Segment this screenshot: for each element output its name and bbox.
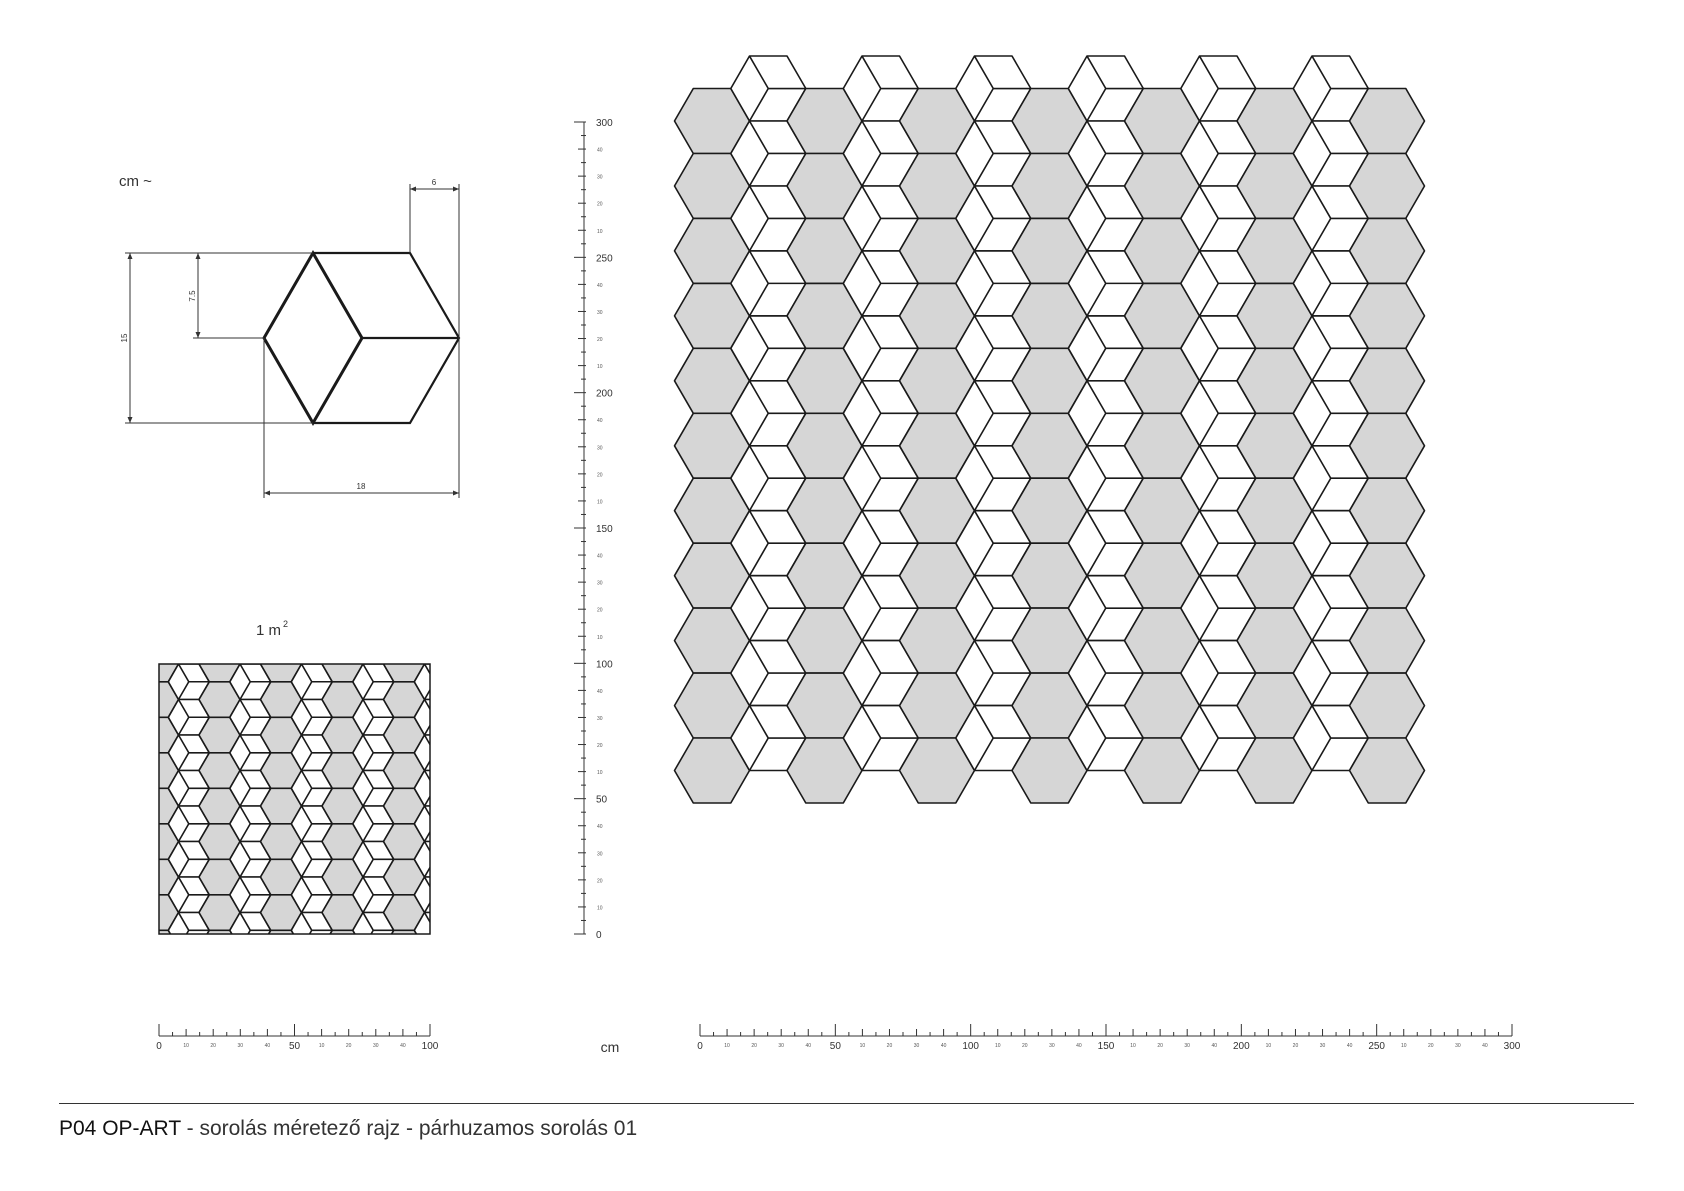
ruler-minor-label: 10 [597, 228, 603, 235]
grey-hexagon-tile [445, 788, 486, 824]
ruler-minor-label: 10 [597, 634, 603, 641]
grey-hexagon-tile [138, 930, 179, 966]
grey-hexagon-tile [445, 930, 486, 966]
ruler-minor-label: 20 [597, 743, 603, 750]
cube-tile-edges [486, 628, 517, 664]
ruler-major-label: 100 [596, 659, 613, 671]
ruler-minor-label: 30 [597, 174, 603, 181]
ruler-minor-label: 20 [597, 607, 603, 614]
horizontal-ruler-small [156, 1024, 439, 1052]
grey-hexagon-tile [445, 859, 486, 895]
ruler-minor-label: 30 [373, 1043, 379, 1049]
cube-tile [476, 913, 517, 949]
grey-hexagon-tile [445, 824, 486, 860]
tile-left-rhombus [264, 253, 362, 423]
ruler-minor-label: 10 [318, 1043, 325, 1049]
main-pattern [675, 56, 1425, 803]
dim-top-label: 6 [431, 178, 437, 187]
cube-tile [168, 629, 209, 665]
ruler-minor-label: 20 [210, 1043, 216, 1049]
grey-hexagon-tile [445, 717, 486, 753]
dim-inner-height-label: 7.5 [188, 290, 197, 302]
vertical-ruler [574, 118, 613, 941]
cube-tile [476, 735, 517, 771]
ruler-major-label: 100 [962, 1041, 980, 1052]
ruler-unit-label: cm [600, 1039, 620, 1055]
grey-hexagon-tile [261, 930, 302, 966]
cube-tile [476, 700, 517, 736]
dimension-arrows [128, 187, 460, 496]
ruler-minor-label: 40 [1211, 1043, 1218, 1049]
grey-hexagon-tile [445, 682, 486, 718]
ruler-minor-label: 30 [237, 1043, 244, 1049]
footer-divider [59, 1103, 1634, 1104]
ruler-minor-label: 40 [400, 1043, 406, 1049]
horizontal-ruler-large [697, 1024, 1521, 1052]
cube-tile-edges [486, 735, 517, 771]
tile-shape [264, 253, 459, 423]
ruler-minor-label: 30 [778, 1043, 784, 1049]
ruler-minor-label: 10 [597, 364, 603, 371]
ruler-minor-label: 30 [597, 580, 603, 587]
ruler-minor-label: 40 [597, 688, 603, 695]
ruler-minor-label: 30 [1184, 1043, 1190, 1049]
ruler-major-label: 250 [1368, 1041, 1386, 1052]
grey-hexagon-tile [445, 753, 486, 789]
cube-tile-edges [486, 877, 517, 913]
ruler-minor-label: 20 [597, 472, 603, 479]
dim-width-label: 18 [356, 482, 366, 491]
ruler-minor-label: 10 [597, 770, 603, 777]
ruler-minor-label: 40 [597, 147, 603, 154]
ruler-minor-label: 40 [940, 1043, 947, 1049]
cube-tile-edges [302, 628, 333, 664]
ruler-major-label: 150 [596, 524, 613, 535]
grey-hexagon-tile [445, 895, 486, 931]
cube-tile-edges [425, 628, 456, 664]
cube-tile-edges [486, 664, 517, 700]
cube-tile [476, 664, 517, 700]
cube-tile-edges [486, 913, 517, 949]
ruler-minor-label: 20 [1022, 1043, 1028, 1049]
ruler-minor-label: 10 [994, 1043, 1001, 1049]
ruler-minor-label: 30 [597, 851, 603, 858]
cube-tile [291, 629, 332, 665]
cube-tile-edges [486, 842, 517, 878]
ruler-minor-label: 20 [1428, 1043, 1434, 1049]
ruler-major-label: 200 [596, 388, 613, 400]
ruler-minor-label: 10 [1400, 1043, 1407, 1049]
dim-height-label: 15 [120, 333, 129, 343]
ruler-minor-label: 40 [264, 1043, 271, 1049]
ruler-minor-label: 10 [1130, 1043, 1136, 1049]
unit-label: cm ~ [119, 173, 152, 190]
ruler-minor-label: 30 [597, 309, 603, 316]
ruler-major-label: 50 [288, 1041, 301, 1052]
ruler-minor-label: 20 [597, 878, 603, 885]
ruler-major-label: 0 [596, 930, 602, 941]
ruler-minor-label: 10 [1265, 1043, 1272, 1049]
ruler-minor-label: 10 [597, 905, 603, 912]
footer-description: - sorolás méretező rajz - párhuzamos sorolás 01 [180, 1117, 638, 1140]
ruler-minor-label: 20 [1292, 1043, 1299, 1049]
ruler-minor-label: 30 [913, 1043, 920, 1049]
ruler-major-label: 150 [1097, 1041, 1115, 1052]
ruler-major-label: 300 [1503, 1041, 1521, 1052]
ruler-minor-label: 40 [1482, 1043, 1488, 1049]
ruler-major-label: 0 [697, 1041, 703, 1052]
cube-tile [414, 629, 455, 665]
ruler-minor-label: 10 [724, 1043, 730, 1049]
tile-detail [119, 173, 459, 498]
ruler-major-label: 100 [421, 1041, 439, 1052]
ruler-major-label: 300 [596, 118, 613, 129]
cube-tile [476, 806, 517, 842]
ruler-minor-label: 30 [1319, 1043, 1326, 1049]
cube-tile [353, 629, 394, 665]
ruler-minor-label: 30 [1049, 1043, 1055, 1049]
ruler-minor-label: 30 [1455, 1043, 1461, 1049]
cube-tile [476, 771, 517, 807]
ruler-minor-label: 20 [886, 1043, 893, 1049]
ruler-minor-label: 40 [597, 418, 603, 425]
cube-tile-edges [486, 700, 517, 736]
ruler-minor-label: 40 [597, 282, 603, 289]
ruler-minor-label: 20 [345, 1043, 352, 1049]
ruler-major-label: 250 [596, 253, 613, 265]
sample-area-label: 1 m [255, 622, 281, 639]
ruler-minor-label: 10 [183, 1043, 189, 1049]
ruler-minor-label: 20 [751, 1043, 757, 1049]
cube-tile [476, 877, 517, 913]
cube-tile-edges [486, 806, 517, 842]
ruler-major-label: 50 [596, 794, 608, 806]
ruler-minor-label: 20 [1157, 1043, 1163, 1049]
sample-area-exponent: 2 [283, 619, 289, 629]
dimension-lines [125, 184, 459, 498]
ruler-minor-label: 30 [597, 715, 603, 722]
ruler-major-label: 50 [829, 1041, 841, 1052]
ruler-minor-label: 10 [597, 499, 603, 506]
ruler-minor-label: 40 [805, 1043, 812, 1049]
ruler-minor-label: 40 [1346, 1043, 1353, 1049]
cube-tile-edges [363, 628, 394, 664]
ruler-minor-label: 40 [597, 824, 603, 831]
footer-title [59, 1117, 637, 1141]
ruler-minor-label: 20 [597, 337, 603, 344]
ruler-major-label: 0 [156, 1041, 162, 1052]
ruler-minor-label: 30 [597, 445, 603, 452]
cube-tile-edges [486, 771, 517, 807]
grey-hexagon-tile [384, 930, 425, 966]
grey-hexagon-tile [445, 646, 486, 682]
grey-hexagon-tile [199, 930, 240, 966]
cube-tile [476, 842, 517, 878]
grey-hexagon-tile [322, 930, 363, 966]
footer-code: P04 OP-ART [59, 1117, 181, 1140]
ruler-minor-label: 40 [1076, 1043, 1082, 1049]
cube-tile-edges [179, 628, 210, 664]
sample-pattern [138, 628, 517, 965]
ruler-major-label: 200 [1232, 1041, 1250, 1052]
ruler-minor-label: 20 [597, 201, 603, 208]
ruler-minor-label: 40 [597, 553, 603, 560]
ruler-minor-label: 10 [859, 1043, 866, 1049]
cube-tile [476, 629, 517, 665]
